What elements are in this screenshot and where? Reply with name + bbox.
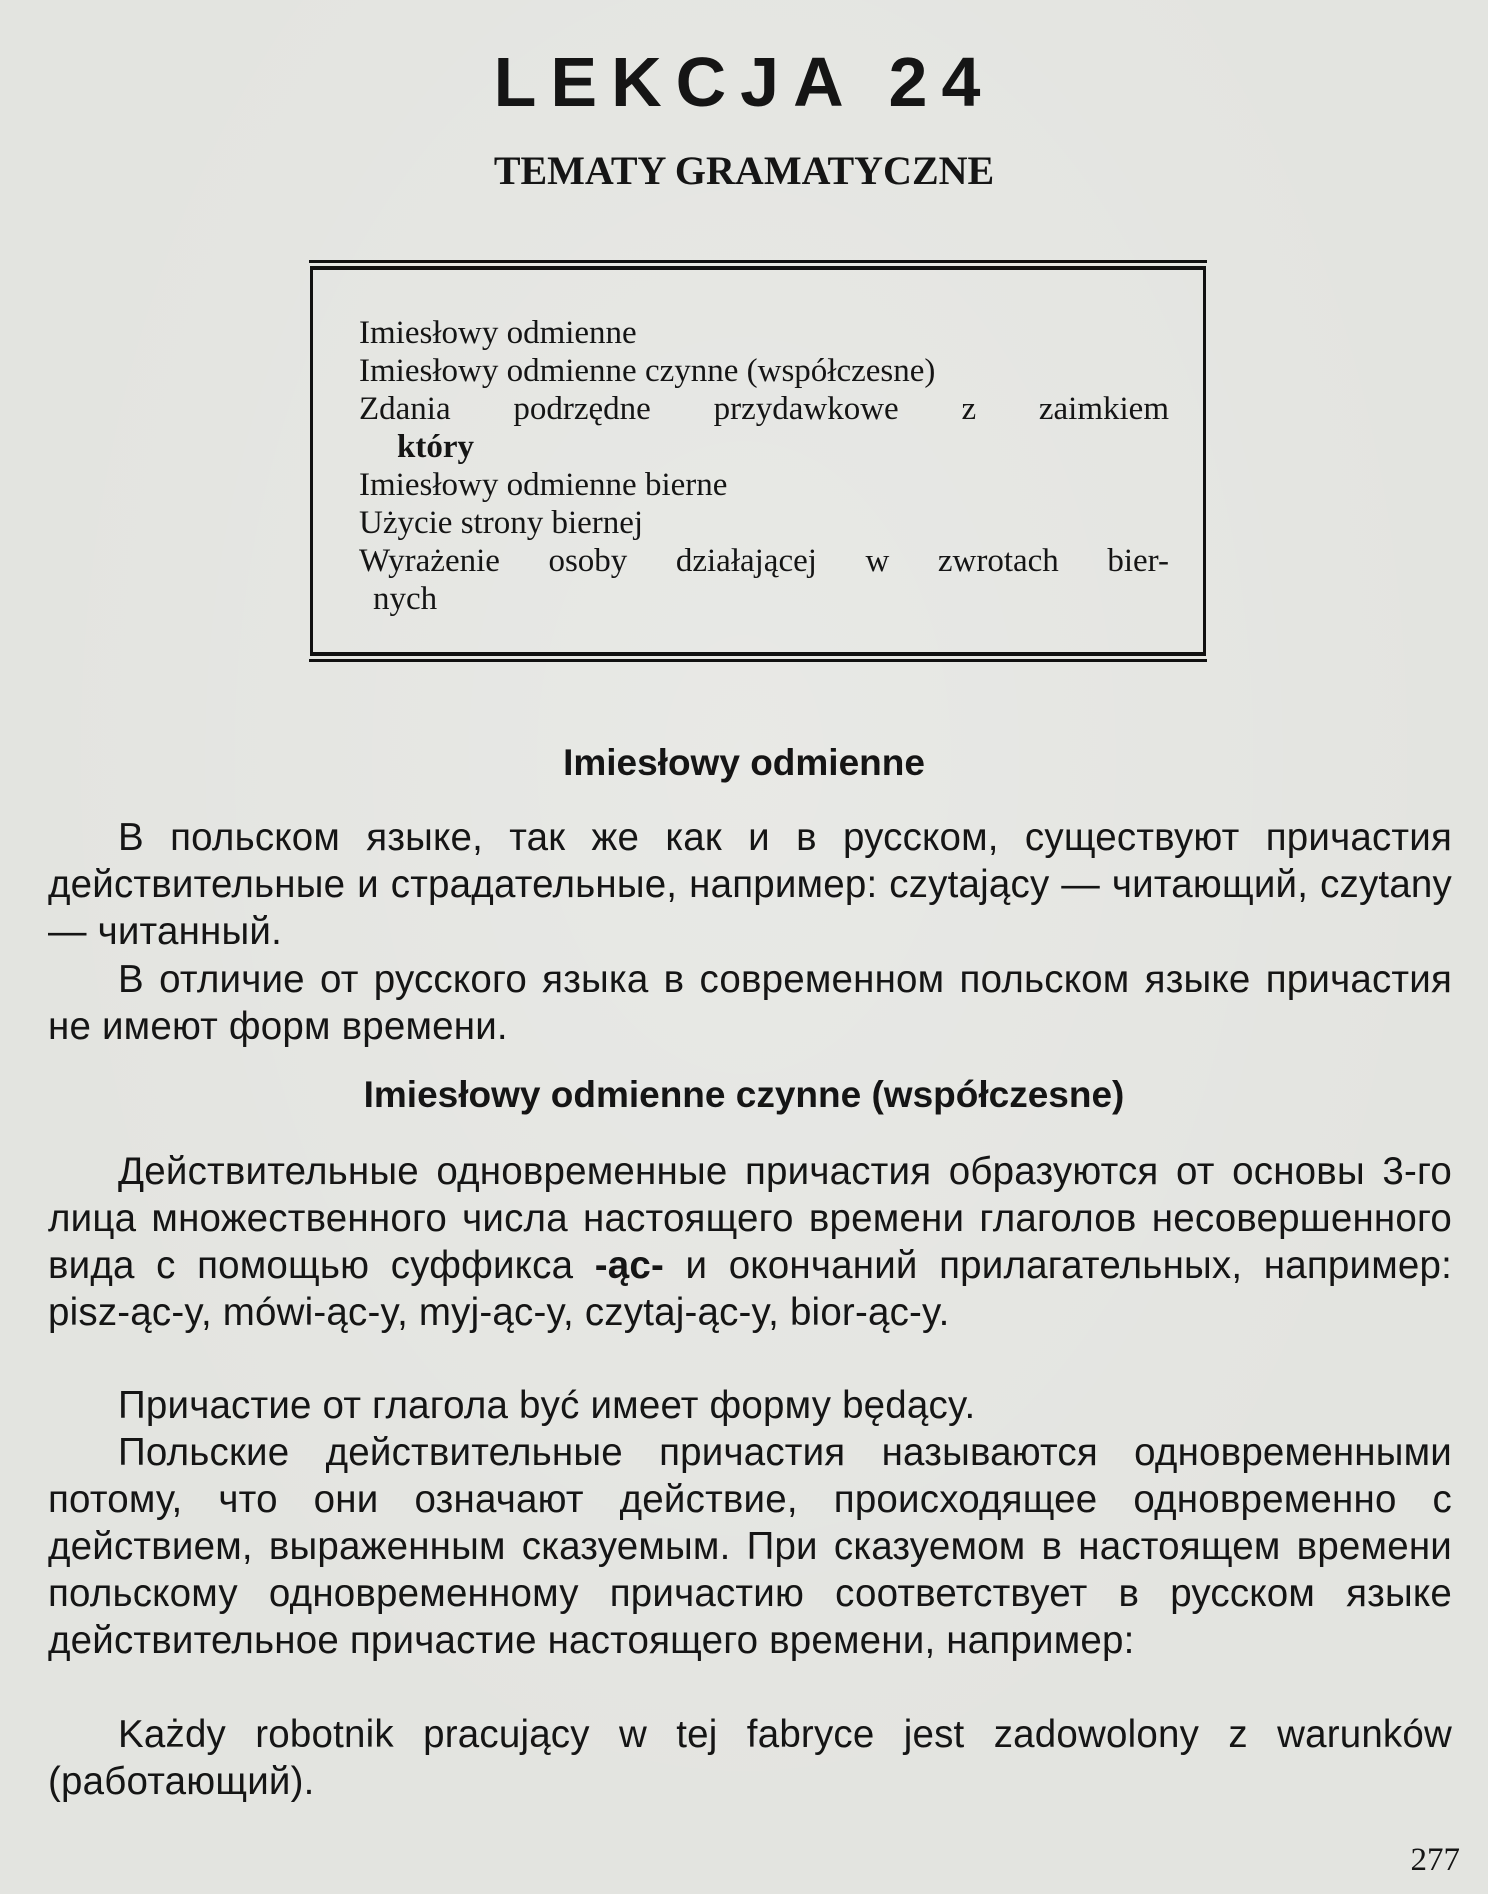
page-number: 277 <box>1410 1842 1460 1878</box>
paragraph: В польском языке, так же как и в русском, существуют причастия действительные и страдательные, например: czytający — читающий, czytany — читанный. <box>48 816 1452 953</box>
paragraph: В отличие от русского языка в современном польском языке причастия не имеют форм времени. <box>48 958 1452 1048</box>
topic-item: Użycie strony biernej <box>359 505 644 541</box>
suffix-term: -ąc- <box>594 1244 664 1287</box>
example-sentence: Każdy robotnik pracujący w tej fabryce jest zadowolony z warunków (работающий). <box>48 1713 1452 1803</box>
grammar-topics-heading: TEMATY GRAMATYCZNE <box>493 148 995 193</box>
topic-item: Imiesłowy odmienne <box>359 315 637 351</box>
section-heading-imieslowy-odmienne: Imiesłowy odmienne <box>563 742 925 783</box>
paragraph: Причастие от глагола być имеет форму będący. <box>118 1384 976 1427</box>
paragraph: Польские действительные причастия называются одновременными потому, что они означают действие, происходящее одновременно с действием, выраженным сказуемым. При сказуемом в настоящем времени польскому одновременному причастию соответствует в русском языке действительное причастие настоящего времени, например: <box>48 1431 1452 1662</box>
topic-item: Wyrażenie osoby działającej w zwrotach bier- <box>359 543 1169 579</box>
grammar-topics-list <box>359 314 1169 618</box>
topic-item: Imiesłowy odmienne czynne (współczesne) <box>359 353 936 389</box>
section-heading-imieslowy-czynne: Imiesłowy odmienne czynne (współczesne) <box>363 1074 1125 1115</box>
paragraph-text: Действительные одновременные причастия образуются от основы 3-го лица множественного числа настоящего времени глаголов несовершенного вида с помощью суффикса <box>48 1150 1452 1287</box>
topic-item: Imiesłowy odmienne bierne <box>359 467 728 503</box>
topic-item: Zdania podrzędne przydawkowe z zaimkiem <box>359 391 1169 427</box>
paragraph-text: и окончаний прилагательных, например: pisz-ąc-y, mówi-ąc-y, myj-ąc-y, czytaj-ąc-y, bior-ąc-y. <box>48 1244 1452 1334</box>
topic-item-continuation: który <box>397 429 474 465</box>
grammar-topics-box <box>310 266 1206 656</box>
lesson-title: LEKCJA 24 <box>493 43 995 121</box>
topic-item-continuation: nych <box>373 581 438 617</box>
paragraph <box>48 1148 1452 1336</box>
